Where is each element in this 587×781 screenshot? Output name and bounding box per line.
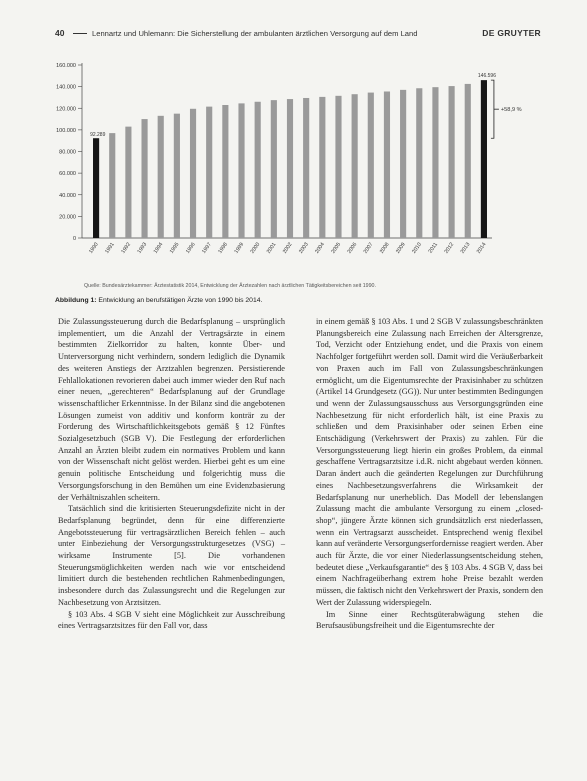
paragraph: Tatsächlich sind die kritisierten Steuerungsdefizite nicht in der Bedarfsplanung begründet, denn für eine differenzierte Angebotssteuerung für vertragsärztlichen Bereich fehlen – auch unter Einbeziehung der Versorgungsstrukturgesetzes (VSG) – wirksame Instrumente [5]. Die vorhandenen Steuerungsmöglichkeiten werden nach wie vor entscheidend limitiert durch die bestehenden rechtlichen Rahmenbedingungen, insbesondere durch das Zulassungsrecht und die Regelungen zur Nachbesetzung von Arztsitzen. <box>58 504 285 607</box>
bar <box>93 138 99 238</box>
x-tick-label: 1991 <box>104 241 116 255</box>
bar <box>368 93 374 238</box>
caption-label: Abbildung 1: <box>55 297 97 304</box>
paragraph: Im Sinne einer Rechtsgüterabwägung stehen die Berufsausübungsfreiheit und die Eigentumsrechte der <box>316 609 543 631</box>
x-tick-label: 2002 <box>281 241 294 255</box>
page-number: 40 <box>55 28 65 38</box>
x-tick-label: 2001 <box>265 241 278 255</box>
bar <box>222 105 228 238</box>
bar <box>416 88 422 238</box>
x-tick-label: 1994 <box>152 241 165 255</box>
bar <box>481 80 487 238</box>
bar <box>271 100 277 238</box>
growth-bracket <box>491 80 494 138</box>
bar <box>335 96 341 238</box>
bar <box>109 133 115 238</box>
y-tick-label: 140.000 <box>56 84 76 91</box>
growth-annotation: +58,9 % <box>500 107 522 114</box>
bar <box>158 116 164 238</box>
x-tick-label: 2014 <box>475 241 488 255</box>
x-tick-label: 2011 <box>427 241 440 255</box>
paragraph: Die Zulassungssteuerung durch die Bedarfsplanung – ursprünglich implementiert, um die Anzahl der Vertragsärzte in einem bestimmten Zielkorridor zu halten, konnte Über- und Unterversorgung nicht verhindern, sondern lediglich die Dynamik des weiteren Anstiegs der Arztzahlen begrenzen. Persistierende Fehlallokationen revorieren dabei auch immer wieder den Ruf nach einer neuen, „gerechteren“ Bedarfsplanung auf der Grundlage wissenschaftlicher Erkenntnisse. In der Bilanz sind die angebotenen Lösungen zumeist von additiv und konform konträr zu der Forderung des Wirtschaftlichkeitsgebots gemäß § 12 Fünftes Sozialgesetzbuch (SGB V). Die Festlegung der erforderlichen Anzahl an Ärzten bleibt zudem ein normatives Problem und kann von der Wissenschaft nicht gelöst werden. Hierbei geht es um eine genuin politische Entscheidung und folgerichtig muss die Versorgungsforschung in den Bemühen um eine Evidenzbasierung der Verhältniszahlen scheitern. <box>58 317 285 502</box>
x-tick-label: 2012 <box>443 241 456 255</box>
x-tick-label: 1999 <box>233 241 246 255</box>
y-tick-label: 40.000 <box>59 192 76 199</box>
body-column-right <box>316 316 543 632</box>
bar <box>238 103 244 238</box>
x-tick-label: 1996 <box>184 241 197 255</box>
bar <box>303 98 309 238</box>
running-title: Lennartz und Uhlemann: Die Sicherstellung der ambulanten ärztlichen Versorgung auf dem Land <box>92 29 418 38</box>
x-tick-label: 1993 <box>136 241 149 255</box>
header-rule <box>73 33 87 34</box>
bar <box>352 94 358 238</box>
body-column-left <box>58 316 285 632</box>
x-tick-label: 1992 <box>120 241 133 255</box>
x-tick-label: 1997 <box>201 241 213 255</box>
x-tick-label: 2009 <box>395 241 407 255</box>
bar <box>255 102 261 238</box>
x-tick-label: 2013 <box>459 241 472 255</box>
running-header <box>55 28 541 42</box>
paragraph: in einem gemäß § 103 Abs. 1 und 2 SGB V zulassungsbeschränkten Planungsbereich eine Zulassung nach Erreichen der Altersgrenze, Tod, Verzicht oder Entziehung endet, und die Praxis von einem Nachfolger fortgeführt werden soll. Damit wird die Veräußerbarkeit von Praxen auch im Fall von Zulassungsbeschränkungen ermöglicht, um die Eigentumsrechte der Praxisinhaber zu schützen (Artikel 14 Grundgesetz (GG)). Nur unter bestimmten Bedingungen und wenn der Zulassungsausschuss aus Versorgungsgründen eine Nachbesetzung für nicht erforderlich hält, ist eine Praxis zu schließen und dem Praxisinhaber oder seinen Erben eine Entschädigung (Verkehrswert der Praxis) zu zahlen. Für die Versorgungssteuerung liegt hierin ein großes Problem, da einmal geschaffene Vertragsarztsitze i.d.R. nicht abgebaut werden können. Daran ändert auch die geänderten Regelungen zur Durchführung eines Nachbesetzungsverfahrens die Wirksamkeit der Bedarfsplanung nur unerheblich. Das Modell der lebenslangen Zulassung macht die ambulante Versorgung zu einem „closed-shop“, jüngere Ärzte können sich grundsätzlich erst niederlassen, wenn ein Vertragsarzt ausscheidet. Entsprechend wenig flexibel kann auf veränderte Versorgungserfordernisse reagiert werden. Aber auch für Ärzte, die vor einer Niederlassungsentscheidung stehen, bedeutet diese „Verkaufsgarantie“ des § 103 Abs. 4 SGB V, dass bei einem Nachfrageüberhang extrem hohe Preise bezahlt werden müssen, die faktisch nicht den Verkehrswert der Praxis, sondern den Wert der Zulassung widerspiegeln. <box>316 317 543 607</box>
bar <box>206 107 212 238</box>
bar <box>449 86 455 238</box>
chart-bars <box>93 80 487 238</box>
bar <box>465 84 471 238</box>
y-tick-label: 20.000 <box>59 214 76 221</box>
y-tick-label: 0 <box>72 236 76 242</box>
data-label-first: 92.289 <box>90 132 106 139</box>
y-tick-label: 80.000 <box>59 149 76 156</box>
x-tick-label: 2004 <box>314 241 326 255</box>
bar <box>432 87 438 238</box>
y-tick-label: 100.000 <box>56 127 76 134</box>
y-tick-label: 160.000 <box>56 63 76 69</box>
x-tick-label: 2006 <box>346 241 359 255</box>
x-tick-label: 2000 <box>249 241 262 255</box>
figure-caption <box>55 297 535 304</box>
bar <box>319 97 325 238</box>
caption-text: Entwicklung an berufstätigen Ärzte von 1990 bis 2014. <box>98 297 263 304</box>
paragraph: § 103 Abs. 4 SGB V sieht eine Möglichkeit zur Ausschreibung eines Vertragsarztsitzes für den Fall vor, dass <box>58 609 285 631</box>
bar <box>400 90 406 238</box>
bar <box>141 119 147 238</box>
bar <box>125 127 131 238</box>
x-tick-label: 1995 <box>168 241 181 255</box>
y-tick-label: 120.000 <box>56 106 76 113</box>
x-tick-label: 1990 <box>88 241 100 255</box>
y-tick-label: 60.000 <box>59 171 76 178</box>
x-tick-label: 2008 <box>378 241 391 255</box>
bar <box>190 109 196 238</box>
x-tick-label: 2005 <box>330 241 343 255</box>
bar <box>287 99 293 238</box>
publisher-logo: DE GRUYTER <box>482 28 541 38</box>
bar <box>384 91 390 238</box>
x-tick-label: 2007 <box>362 241 375 255</box>
x-tick-label: 2003 <box>298 241 310 255</box>
bar <box>174 114 180 238</box>
bar-chart <box>40 55 530 283</box>
figure-source-note: Quelle: Bundesärztekammer: Ärztestatistik 2014, Entwicklung der Ärztezahlen nach ärztlichen Tätigkeitsbereichen seit 1990. <box>84 283 376 289</box>
data-label-last: 146.596 <box>477 73 496 80</box>
x-tick-label: 2010 <box>411 241 423 255</box>
x-tick-label: 1998 <box>217 241 229 255</box>
